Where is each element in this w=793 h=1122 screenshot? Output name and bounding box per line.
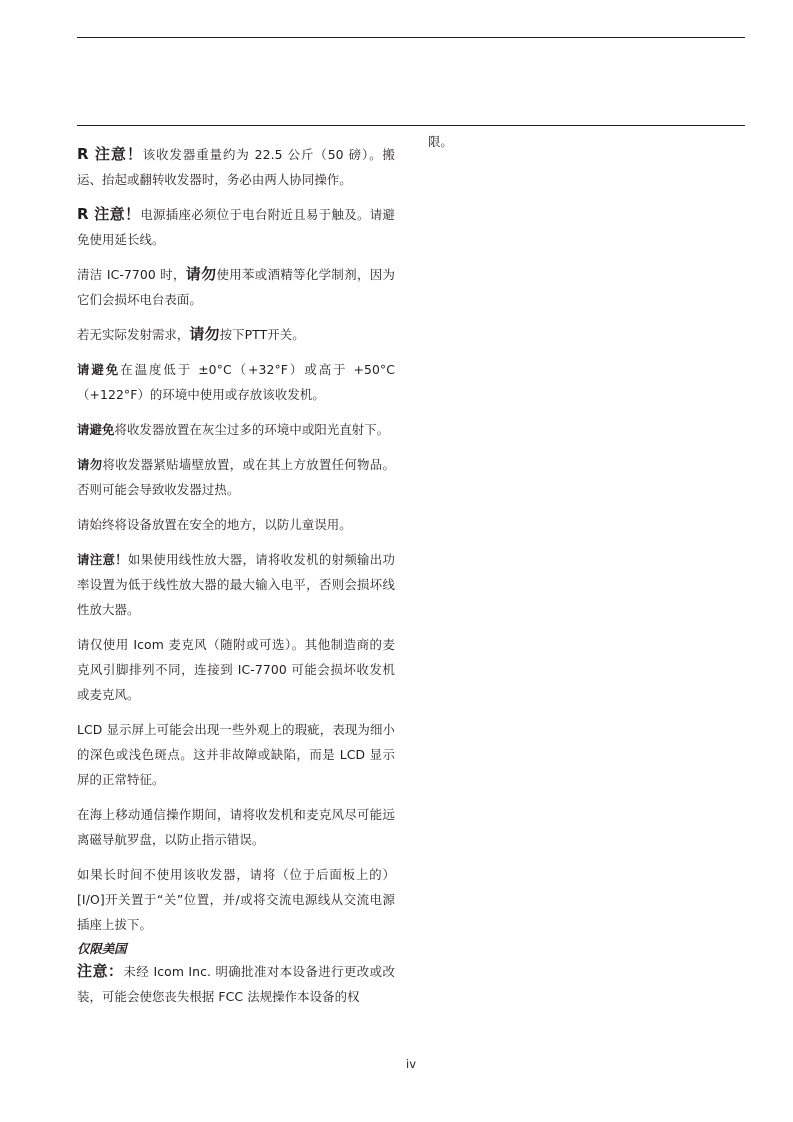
precaution-paragraph [77, 632, 395, 707]
precaution-paragraph [77, 262, 395, 312]
body-text: 在温度低于 ±0°C（+32°F）或高于 +50°C（+122°F）的环境中使用或存放该收发机。 [77, 362, 395, 402]
precaution-paragraph [77, 547, 395, 622]
precaution-paragraph [77, 202, 395, 252]
precaution-paragraph [77, 417, 395, 442]
emphasis-text: R 注意！ [77, 145, 143, 163]
precaution-paragraph [77, 142, 395, 192]
precaution-paragraph [77, 357, 395, 407]
us-only-heading: 仅限美国 [77, 941, 127, 956]
body-text: 使用苯或酒精等化学制剂，因为它们会损坏电台表面。 [77, 267, 395, 307]
precaution-paragraph [77, 322, 395, 347]
body-text: 如果长时间不使用该收发器，请将（位于后面板上的）[I/O]开关置于“关”位置，并/或将交流电源线从交流电源插座上拔下。 [77, 867, 395, 932]
body-text: 将收发器紧贴墙壁放置，或在其上方放置任何物品。否则可能会导致收发器过热。 [77, 457, 395, 497]
emphasis-text: 请避免 [77, 422, 115, 437]
page-number: iv [406, 1057, 417, 1071]
precaution-paragraph [77, 717, 395, 792]
precaution-paragraph [77, 862, 395, 937]
body-text: 请仅使用 Icom 麦克风（随附或可选）。其他制造商的麦克风引脚排列不同，连接到 IC-7700 可能会损坏收发机或麦克风。 [77, 637, 395, 702]
body-text: 按下PTT开关。 [219, 327, 305, 342]
body-text: 将收发器放置在灰尘过多的环境中或阳光直射下。 [114, 422, 390, 437]
body-text: LCD 显示屏上可能会出现一些外观上的瑕疵，表现为细小的深色或浅色斑点。这并非故障或缺陷，而是 LCD 显示屏的正常特征。 [77, 722, 395, 787]
body-text: 在海上移动通信操作期间，请将收发机和麦克风尽可能远离磁导航罗盘，以防止指示错误。 [77, 807, 395, 847]
emphasis-text: 请勿 [189, 325, 220, 343]
precaution-paragraph [77, 802, 395, 852]
emphasis-text: 请勿 [77, 457, 103, 472]
header-rule-top [77, 37, 745, 38]
body-text: 电源插座必须位于电台附近且易于触及。请避免使用延长线。 [77, 207, 396, 247]
body-text: 如果使用线性放大器，请将收发机的射频输出功率设置为低于线性放大器的最大输入电平，否则会损坏线性放大器。 [77, 552, 395, 617]
fcc-caution-paragraph [77, 959, 395, 1009]
emphasis-text: 请注意！ [77, 552, 128, 567]
continued-text: 限。 [428, 134, 453, 149]
body-text: 若无实际发射需求， [77, 327, 190, 342]
emphasis-text: 注意： [77, 962, 124, 980]
body-text: 请始终将设备放置在安全的地方，以防儿童误用。 [77, 517, 352, 532]
body-text: 该收发器重量约为 22.5 公斤（50 磅）。搬运、抬起或翻转收发器时，务必由两人协同操作。 [77, 147, 395, 187]
right-column [428, 131, 453, 153]
emphasis-text: 请勿 [185, 265, 217, 283]
precaution-list [77, 142, 395, 937]
precaution-paragraph [77, 512, 395, 537]
body-text: 清洁 IC-7700 时， [77, 267, 186, 282]
body-text: 未经 Icom Inc. 明确批准对本设备进行更改或改装，可能会使您丧失根据 FCC 法规操作本设备的权 [77, 964, 395, 1004]
header-rule-bottom [77, 125, 745, 126]
left-column [77, 142, 395, 1009]
precaution-paragraph [77, 452, 395, 502]
emphasis-text: 请避免 [77, 362, 121, 377]
emphasis-text: R 注意！ [77, 205, 141, 223]
